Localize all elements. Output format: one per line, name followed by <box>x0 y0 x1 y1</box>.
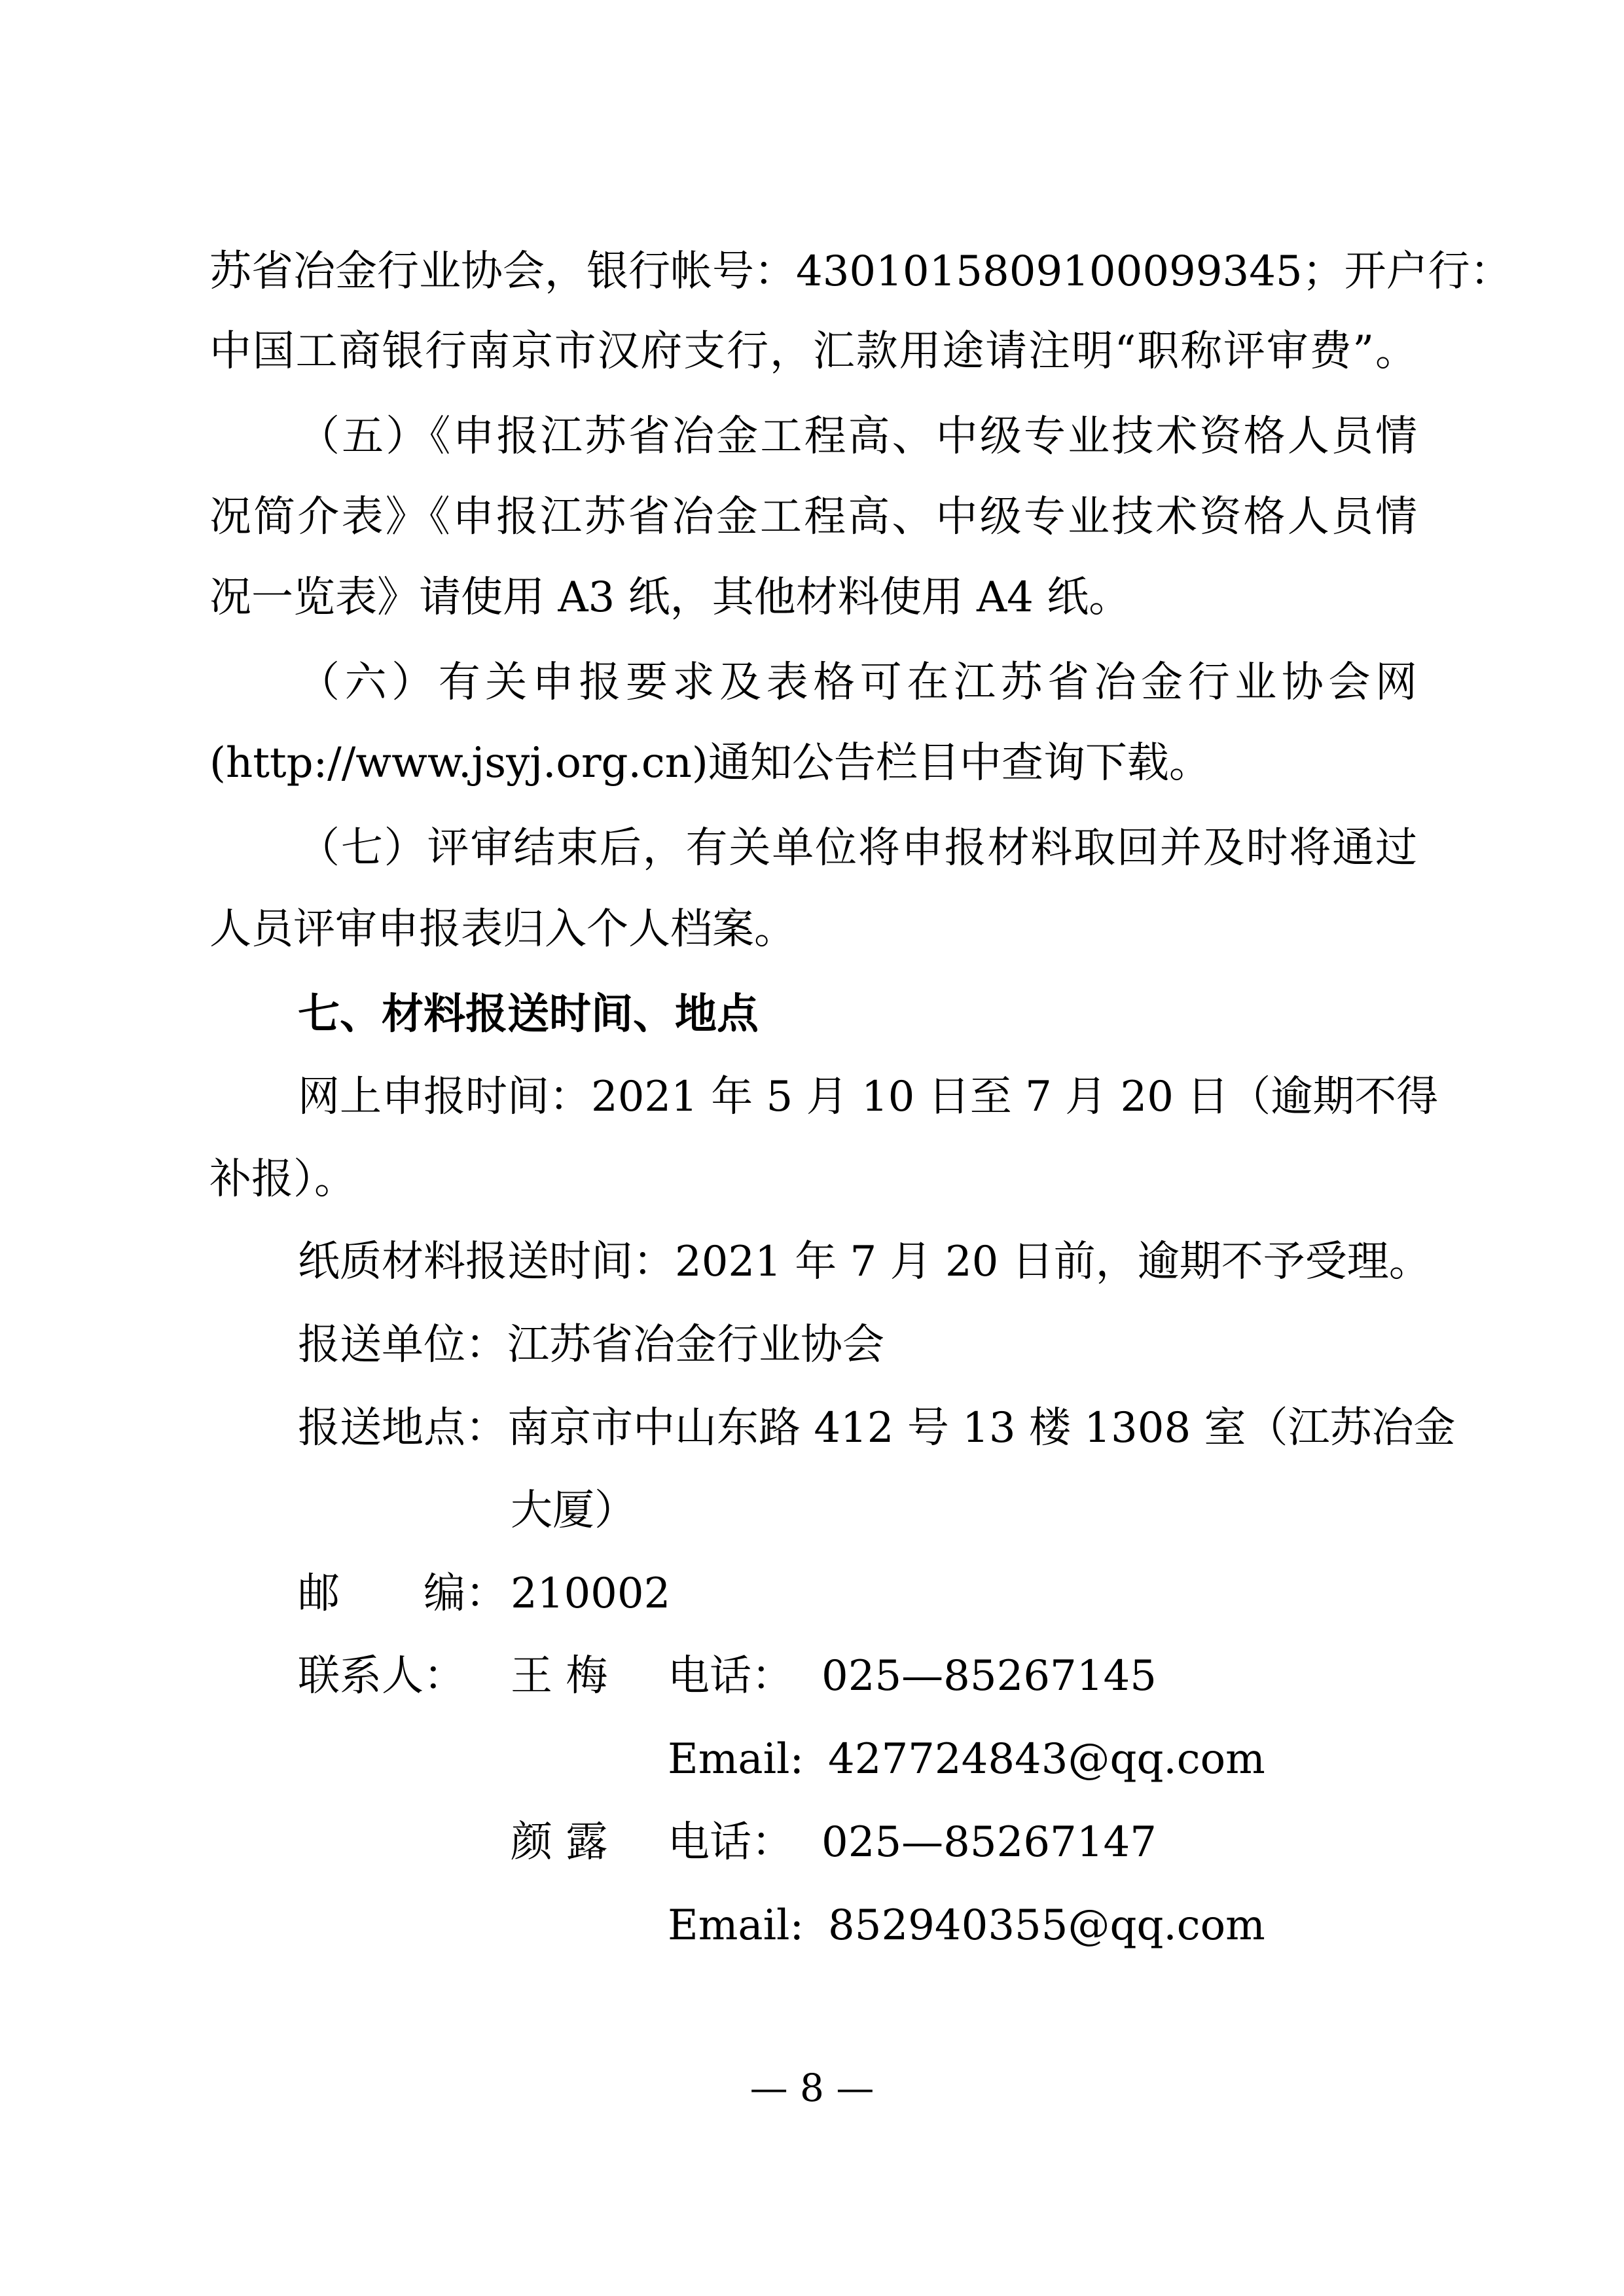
paragraph-line: （七）评审结束后，有关单位将申报材料取回并及时将通过 <box>298 824 1417 872</box>
paragraph-line: （五）《申报江苏省冶金工程高、中级专业技术资格人员情 <box>298 412 1417 461</box>
online-submission-time: 网上申报时间：2021 年 5 月 10 日至 7 月 20 日（逾期不得 <box>298 1073 1439 1121</box>
paragraph-line: （六）有关申报要求及表格可在江苏省冶金行业协会网 <box>298 658 1417 707</box>
contact-email-label: Email: <box>668 1901 804 1950</box>
submission-address-cont: 大厦） <box>511 1486 636 1535</box>
paper-submission-deadline: 纸质材料报送时间：2021 年 7 月 20 日前，逾期不予受理。 <box>298 1238 1431 1286</box>
contact-phone: 025—85267145 <box>821 1652 1157 1700</box>
paragraph-line: 况简介表》《申报江苏省冶金工程高、中级专业技术资格人员情 <box>209 493 1417 541</box>
contact-email: 852940355@qq.com <box>828 1901 1265 1950</box>
online-submission-time-cont: 补报）。 <box>209 1155 356 1204</box>
paragraph-line: 况一览表》请使用 A3 纸，其他材料使用 A4 纸。 <box>209 573 1131 622</box>
postcode-label: 邮 编： <box>298 1570 507 1618</box>
submission-address: 报送地点：南京市中山东路 412 号 13 楼 1308 室（江苏冶金 <box>298 1404 1456 1452</box>
contact-email-label: Email: <box>668 1735 804 1784</box>
section-heading: 七、材料报送时间、地点 <box>298 990 759 1039</box>
submission-unit: 报送单位：江苏省冶金行业协会 <box>298 1321 884 1369</box>
contact-phone-label: 电话： <box>668 1818 793 1867</box>
contacts-label: 联系人： <box>298 1652 465 1700</box>
contact-email: 427724843@qq.com <box>828 1735 1265 1784</box>
page-number: — 8 — <box>749 2066 875 2110</box>
paragraph-line: 苏省冶金行业协会，银行帐号：4301015809100099345；开户行： <box>209 247 1512 296</box>
contact-name: 王 梅 <box>511 1652 608 1700</box>
postcode-value: 210002 <box>511 1570 671 1618</box>
contact-name: 颜 露 <box>511 1818 608 1867</box>
contact-phone: 025—85267147 <box>821 1818 1157 1867</box>
contact-phone-label: 电话： <box>668 1652 793 1700</box>
paragraph-line: (http://www.jsyj.org.cn)通知公告栏目中查询下载。 <box>209 739 1211 787</box>
paragraph-line: 中国工商银行南京市汉府支行，汇款用途请注明“职称评审费”。 <box>209 327 1417 376</box>
paragraph-line: 人员评审申报表归入个人档案。 <box>209 905 796 954</box>
